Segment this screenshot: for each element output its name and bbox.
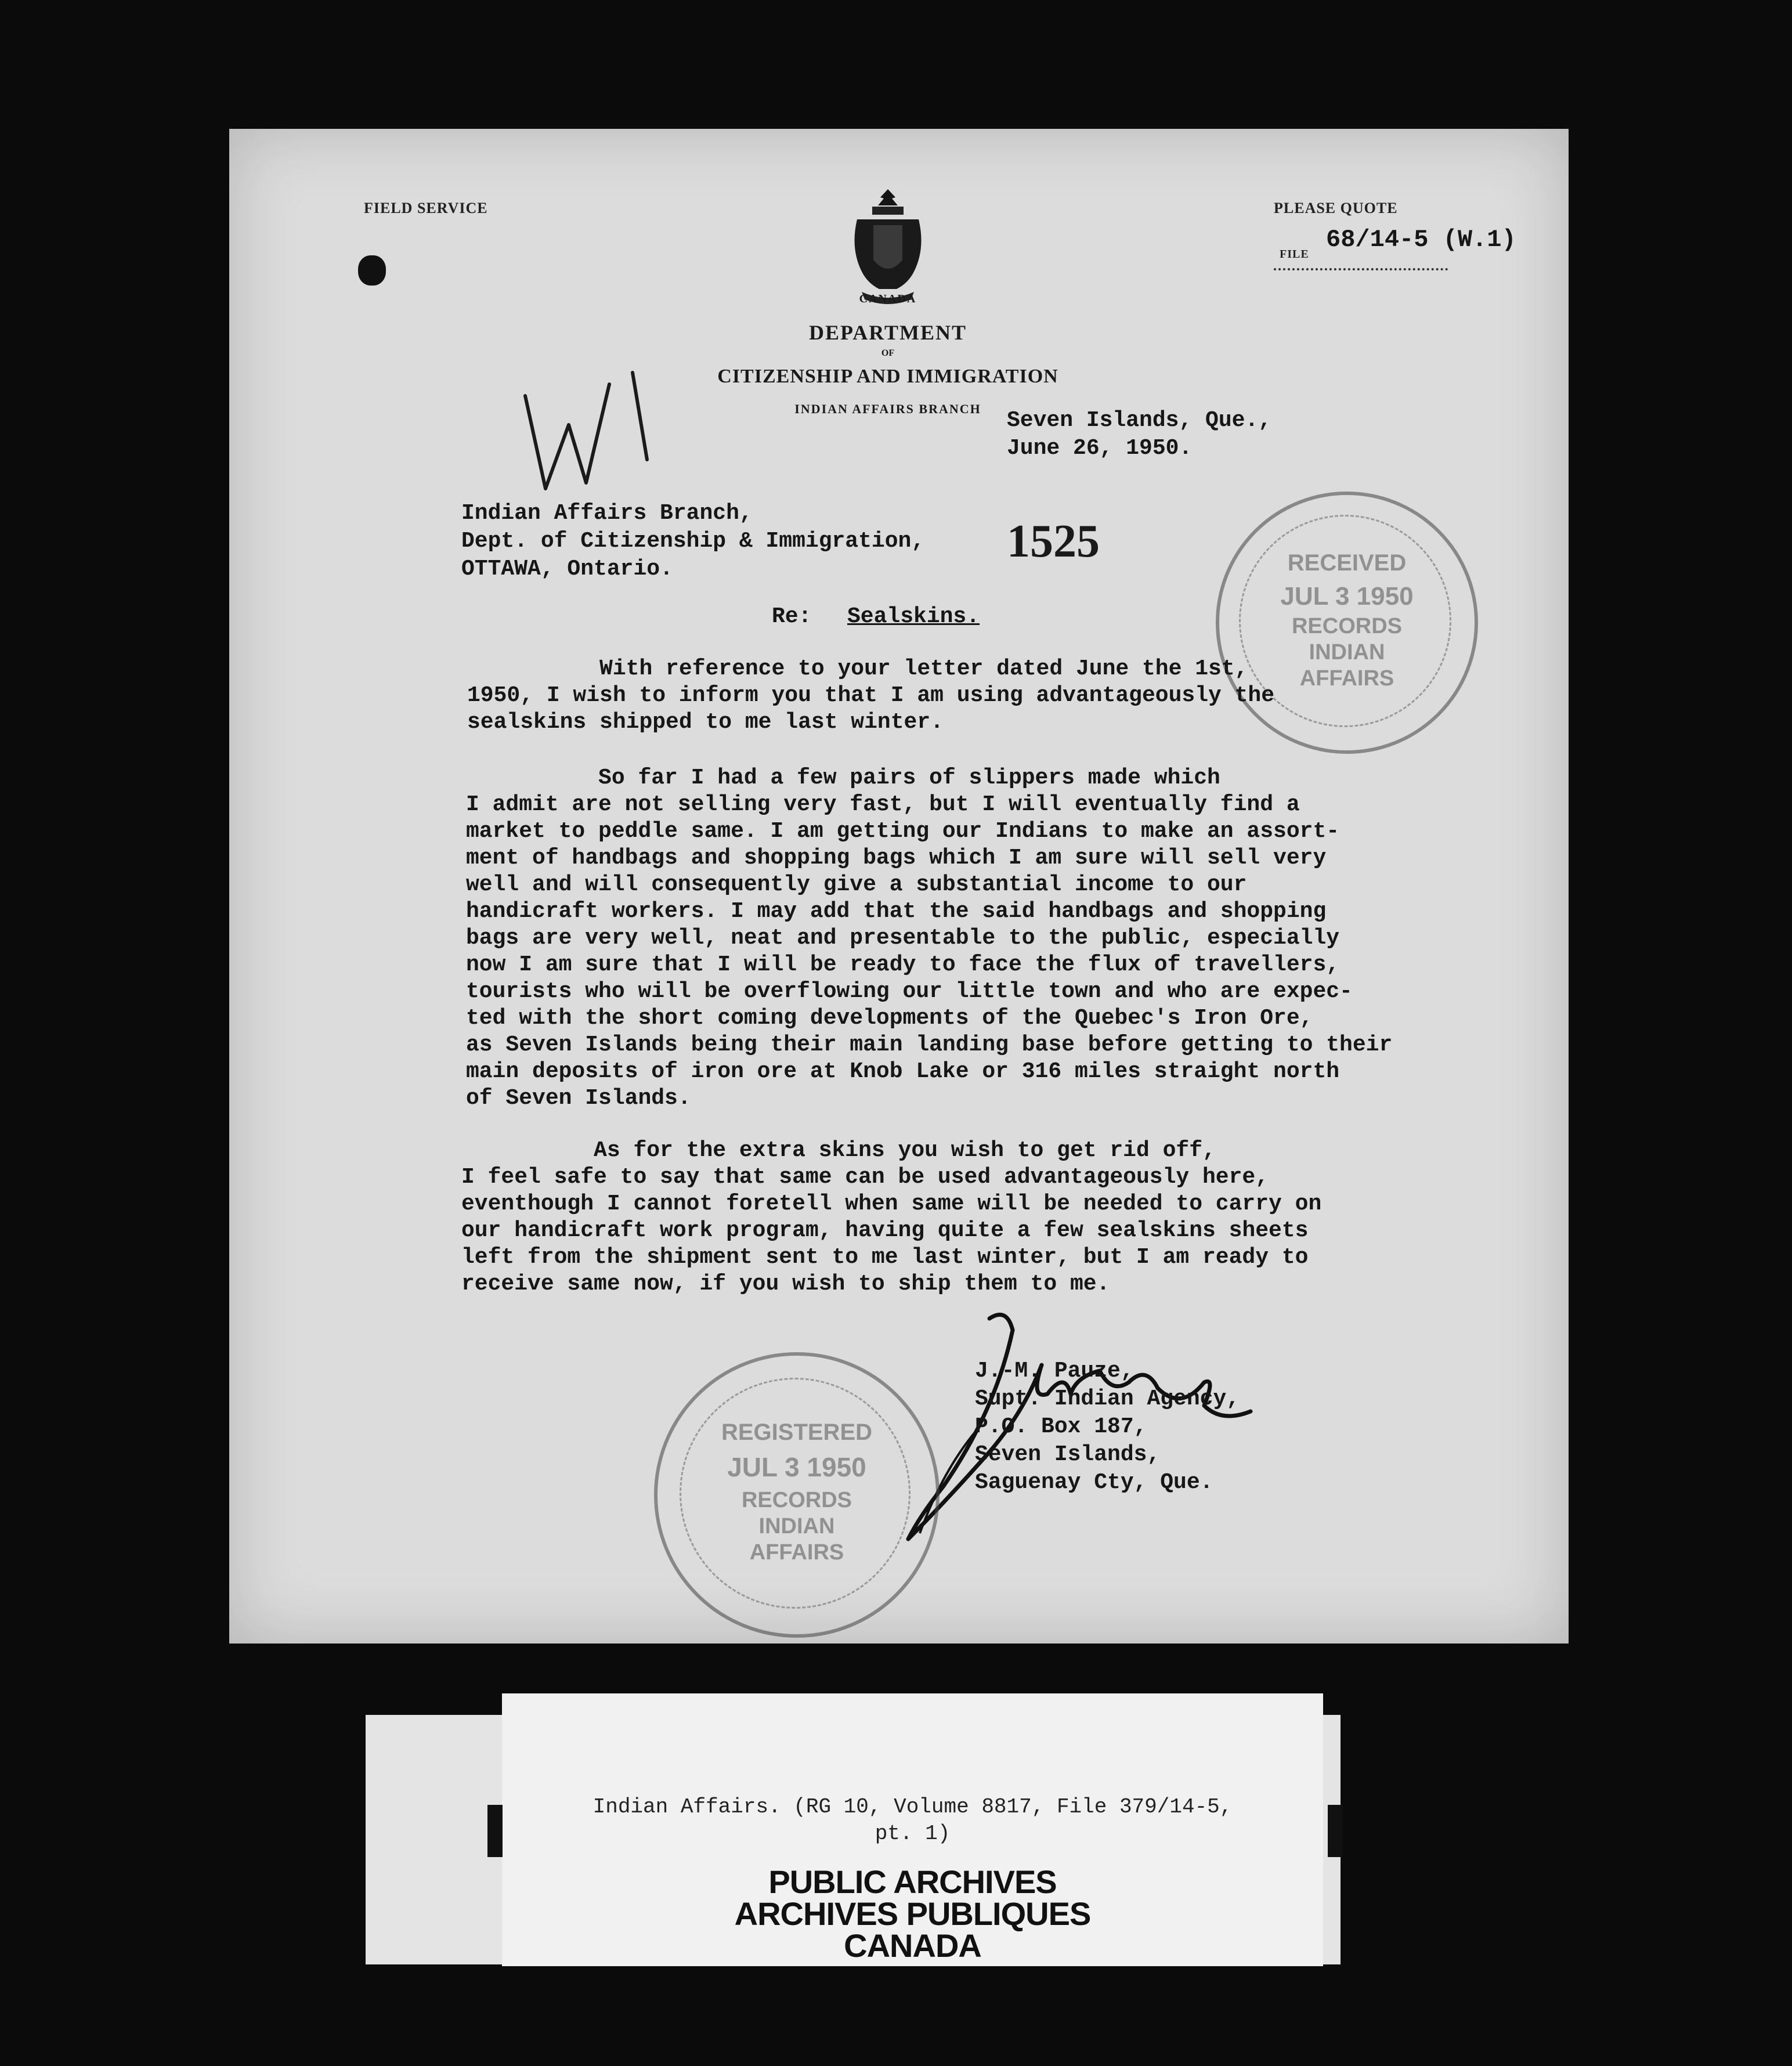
recipient-line-1: Indian Affairs Branch, (461, 501, 753, 526)
field-service-label: FIELD SERVICE (364, 200, 488, 216)
letter-page (229, 129, 1569, 1644)
please-quote-label: PLEASE QUOTE (1274, 200, 1398, 216)
file-label: FILE (1280, 248, 1309, 261)
archive-reference-line-1: Indian Affairs. (RG 10, Volume 8817, File 379/14-5, (592, 1795, 1233, 1819)
registered-stamp: REGISTERED JUL 3 1950 RECORDS INDIAN AFFAIRS (654, 1352, 940, 1638)
file-number: 68/14-5 (W.1) (1326, 226, 1516, 254)
of-label: OF (881, 348, 895, 358)
department-label: DEPARTMENT (808, 321, 967, 344)
signer-title: Supt. Indian Agency, (975, 1386, 1240, 1411)
received-stamp: RECEIVED JUL 3 1950 RECORDS INDIAN AFFAIRS (1216, 492, 1478, 754)
subject-text: Sealskins. (847, 604, 980, 629)
file-underline (1274, 268, 1448, 270)
place-line: Seven Islands, Que., (1007, 408, 1272, 433)
signer-county: Saguenay Cty, Que. (975, 1470, 1213, 1495)
archive-reference-line-2: pt. 1) (875, 1822, 951, 1845)
canada-label: CANADA (859, 292, 917, 305)
date-line: June 26, 1950. (1007, 436, 1193, 461)
indian-affairs-branch-label: INDIAN AFFAIRS BRANCH (794, 402, 981, 416)
stamped-number: 1525 (1007, 516, 1100, 567)
signer-name: J.-M. Pauze, (975, 1359, 1134, 1384)
paragraph-2: So far I had a few pairs of slippers made which I admit are not selling very fast, but I will eventually find a market to peddle same. I am getting our Indians to make an assort- ment of handbags and shopping bags which I am sure will sell very well and will consequently give a substantial income to our handicraft workers. I may add that the said handbags and shopping bags are very well, neat and presentable to the public, especially now I am sure that I will be ready to face the flux of travellers, tourists who will be overflowing our little town and who are expec- ted with the short coming developments of the Quebec's Iron Ore, as Seven Islands being their main landing base before getting to their main deposits of iron ore at Knob Lake or 316 miles straight north of Seven Islands. (466, 765, 1393, 1111)
signer-box: P.O. Box 187, (975, 1414, 1147, 1439)
card-tab-left (487, 1805, 503, 1857)
citizenship-immigration-label: CITIZENSHIP AND IMMIGRATION (717, 366, 1058, 387)
archives-english-label: PUBLIC ARCHIVES (768, 1863, 1057, 1900)
handwritten-w1-mark (514, 361, 664, 506)
paragraph-1: With reference to your letter dated June the 1st, 1950, I wish to inform you that I am using advantageously the sealskins shipped to me last winter. (467, 656, 1275, 735)
signer-town: Seven Islands, (975, 1442, 1161, 1467)
punch-hole (358, 255, 386, 286)
archives-french-label: ARCHIVES PUBLIQUES (734, 1895, 1091, 1932)
archives-country-label: CANADA (844, 1927, 981, 1964)
card-tab-right (1328, 1805, 1343, 1857)
paragraph-3: As for the extra skins you wish to get rid off, I feel safe to say that same can be used advantageously here, eventhough I cannot foretell when same will be needed to carry on our handicraft work program, having quite a few sealskins sheets left from the shipment sent to me last winter, but I am ready to receive same now, if you wish to ship them to me. (461, 1138, 1322, 1296)
subject-label: Re: (772, 604, 812, 629)
recipient-line-2: Dept. of Citizenship & Immigration, (461, 529, 925, 554)
recipient-line-3: OTTAWA, Ontario. (461, 557, 673, 581)
